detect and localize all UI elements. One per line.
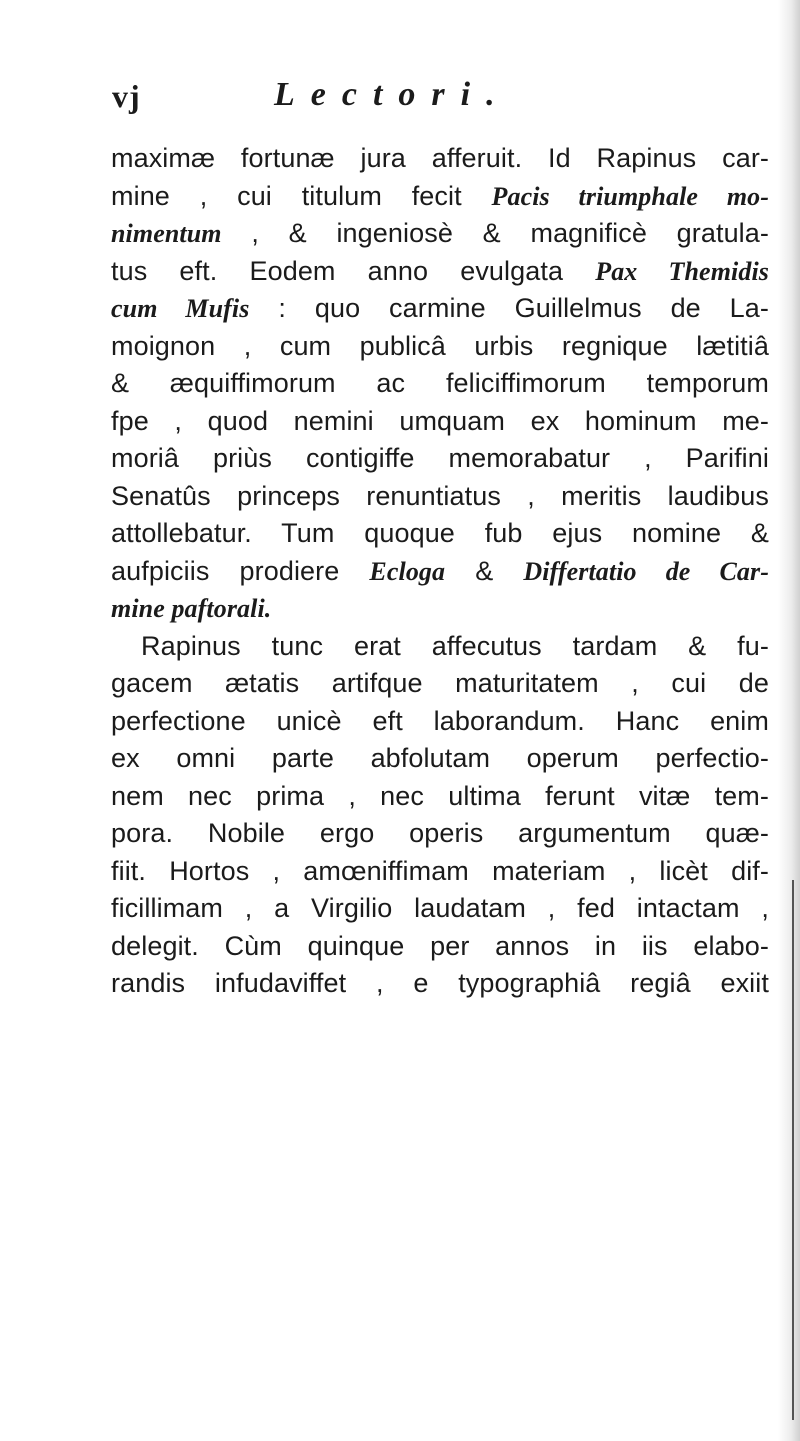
text-line [111, 478, 769, 516]
page-edge-line [792, 880, 794, 1420]
italic-text: mine paftorali. [111, 594, 272, 623]
text-segment: Senatûs princeps renuntiatus , meritis laudibus [111, 480, 769, 511]
text-line [111, 403, 769, 441]
text-segment: ficillimam , a Virgilio laudatam , fed intactam , [111, 893, 769, 923]
text-segment: fpe , quod nemini umquam ex hominum me- [111, 405, 769, 436]
text-segment: perfectione unicè eft laborandum. Hanc enim [111, 705, 769, 736]
text-segment: maximæ fortunæ jura afferuit. Id Rapinus car- [111, 143, 769, 173]
text-segment: & æquiffimorum ac feliciffimorum temporum [111, 368, 769, 398]
page-number: vj [112, 78, 141, 114]
italic-text: Ecloga [369, 556, 446, 586]
text-segment: moignon , cum publicâ urbis regnique lætitiâ [111, 330, 769, 361]
italic-text: Pax Themidis [595, 256, 769, 286]
text-segment: nem nec prima , nec ultima ferunt vitæ tem- [111, 780, 769, 811]
text-segment: aufpiciis prodiere [111, 555, 370, 586]
text-segment: , & ingeniosè & magnificè gratula- [221, 218, 769, 248]
text-line [111, 553, 769, 591]
text-line [111, 853, 769, 891]
italic-text: nimentum [111, 219, 222, 248]
text-segment: tus eft. Eodem anno evulgata [111, 255, 596, 286]
text-line [111, 740, 769, 778]
text-line [111, 365, 769, 403]
text-segment: Rapinus tunc erat affecutus tardam & fu- [141, 630, 769, 661]
italic-text: cum Mufis [111, 294, 250, 323]
text-line [111, 665, 769, 703]
text-segment: gacem ætatis artifque maturitatem , cui de [111, 668, 769, 698]
italic-text: Differtatio de Car- [523, 556, 769, 586]
text-segment: mine , cui titulum fecit [111, 180, 492, 211]
page-header [112, 76, 762, 126]
text-line [111, 178, 769, 216]
text-line [111, 328, 769, 366]
text-line [111, 965, 769, 1003]
text-line [111, 253, 769, 291]
text-segment: ex omni parte abfolutam operum perfectio- [111, 743, 769, 773]
text-segment: randis infudaviffet , e typographiâ regiâ exiit [111, 968, 769, 998]
text-line [111, 628, 769, 666]
text-segment: : quo carmine Guillelmus de La- [249, 293, 769, 323]
text-line [111, 590, 769, 628]
text-line [111, 928, 769, 966]
text-line [111, 290, 769, 328]
text-line [111, 215, 769, 253]
text-line [111, 703, 769, 741]
italic-text: Pacis triumphale mo- [491, 181, 769, 211]
text-line [111, 815, 769, 853]
page-edge-shadow [778, 0, 800, 1441]
text-segment: fiit. Hortos , amœniffimam materiam , licèt dif- [111, 855, 769, 886]
text-segment: & [445, 555, 524, 586]
text-line [111, 890, 769, 928]
text-line [111, 778, 769, 816]
text-line [111, 440, 769, 478]
body-text [111, 140, 771, 1003]
text-segment: pora. Nobile ergo operis argumentum quæ- [111, 818, 769, 848]
text-line [111, 515, 769, 553]
text-segment: attollebatur. Tum quoque fub ejus nomine & [111, 518, 769, 548]
text-line [111, 140, 769, 178]
text-segment: delegit. Cùm quinque per annos in iis elabo- [111, 930, 769, 961]
running-head: Lectori. [274, 76, 511, 113]
text-segment: moriâ priùs contigiffe memorabatur , Parifini [111, 443, 769, 473]
